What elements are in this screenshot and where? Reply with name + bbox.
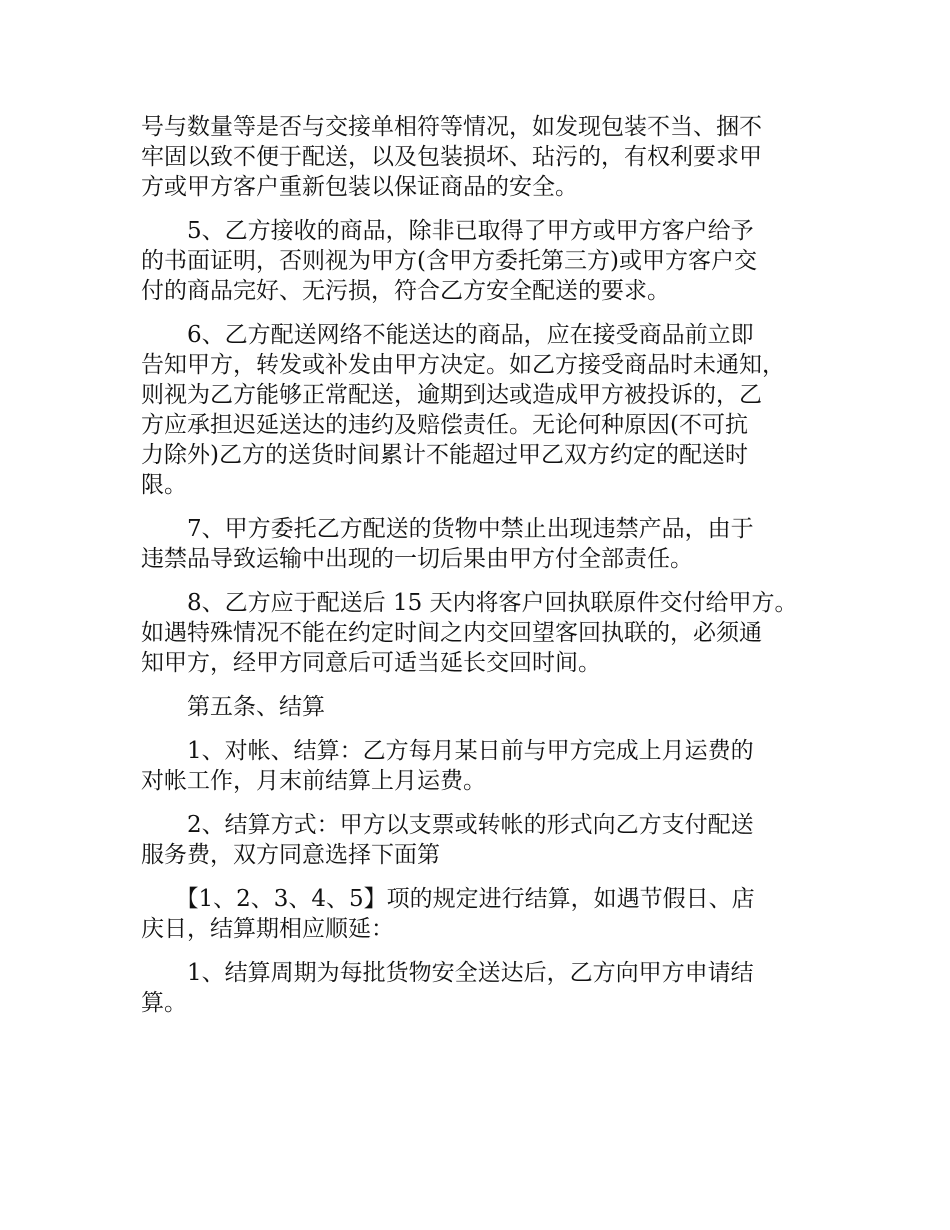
paragraph-clause-5: 5、乙方接收的商品，除非已取得了甲方或甲方客户给予 的书面证明，否则视为甲方(含甲方委托第三方)或甲方客户交 付的商品完好、无污损，符合乙方安全配送的要求。	[141, 218, 757, 304]
document-page	[141, 112, 831, 1032]
section-heading-article-5: 第五条、结算	[141, 694, 325, 720]
paragraph-settlement-2: 2、结算方式：甲方以支票或转帐的形式向乙方支付配送 服务费，双方同意选择下面第	[141, 812, 754, 868]
paragraph-clause-7: 7、甲方委托乙方配送的货物中禁止出现违禁产品，由于 违禁品导致运输中出现的一切后果由甲方付全部责任。	[141, 516, 754, 572]
paragraph-clause-6: 6、乙方配送网络不能送达的商品，应在接受商品前立即 告知甲方，转发或补发由甲方决定。如乙方接受商品时未通知， 则视为乙方能够正常配送，逾期到达或造成甲方被投诉的，乙 方应承担迟延送达的违约及赔偿责任。无论何种原因(不可抗 力除外)乙方的送货时间累计不能超过甲乙双方约定的配送时 限。	[141, 322, 785, 498]
paragraph-packaging-check: 号与数量等是否与交接单相符等情况，如发现包装不当、捆不 牢固以致不便于配送，以及包装损坏、玷污的，有权利要求甲 方或甲方客户重新包装以保证商品的安全。	[141, 114, 762, 200]
paragraph-settlement-options: 【1、2、3、4、5】项的规定进行结算，如遇节假日、店 庆日，结算期相应顺延：	[141, 886, 755, 942]
paragraph-settlement-cycle: 1、结算周期为每批货物安全送达后，乙方向甲方申请结 算。	[141, 960, 754, 1016]
paragraph-clause-8: 8、乙方应于配送后 15 天内将客户回执联原件交付给甲方。 如遇特殊情况不能在约定时间之内交回望客回执联的，必须通 知甲方，经甲方同意后可适当延长交回时间。	[141, 590, 798, 676]
paragraph-settlement-1: 1、对帐、结算：乙方每月某日前与甲方完成上月运费的 对帐工作，月末前结算上月运费。	[141, 738, 754, 794]
